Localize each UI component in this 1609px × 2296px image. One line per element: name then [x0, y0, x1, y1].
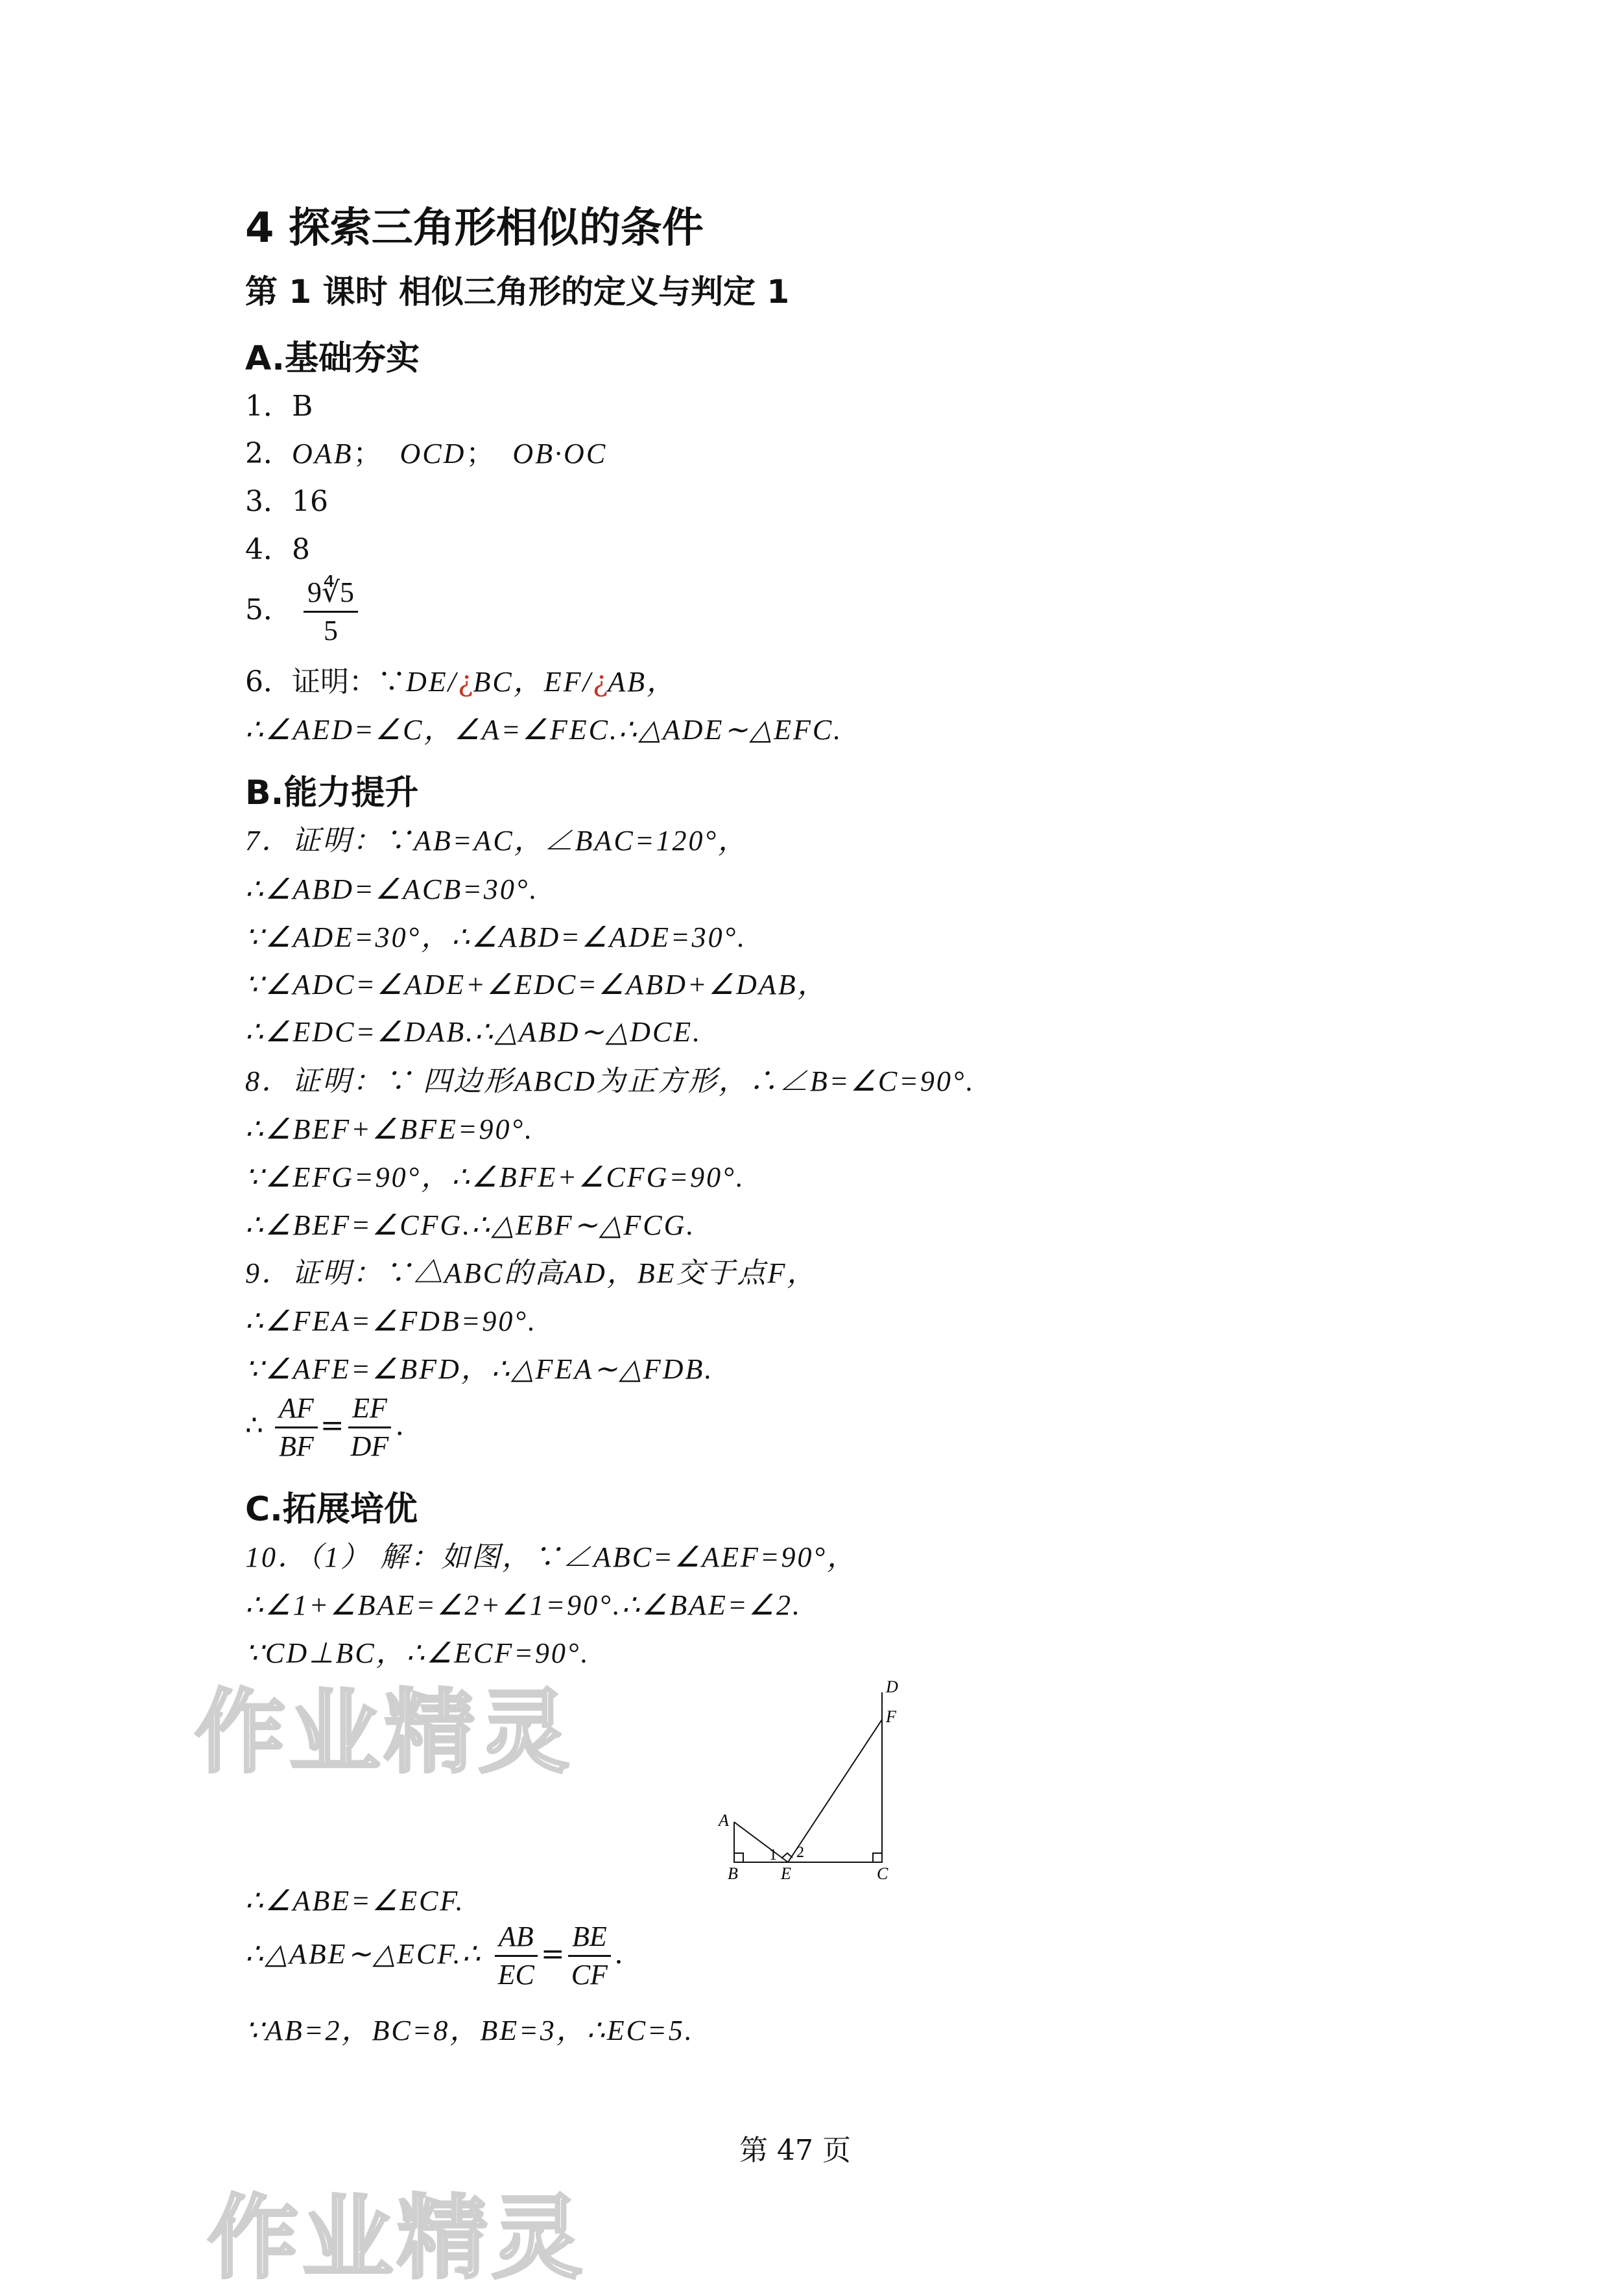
section-b-heading: B.能力提升 [245, 774, 419, 812]
answer-10-line-2: ∴∠1+∠BAE=∠2+∠1=90°.∴∠BAE=∠2. [245, 1589, 802, 1621]
fraction-ab-ec: $\frac{AB}{EC}$ [494, 1923, 538, 1989]
label-c: C [877, 1864, 888, 1883]
answer-10-line-5: ∴△ABE∼△ECF.∴ $\frac{AB}{EC}$ = $\frac{BE}{CF}$ . [245, 1921, 623, 1991]
answer-5: 5． $\frac{9∜5}{5}$ [245, 578, 361, 645]
answer-8-line-4: ∴∠BEF=∠CFG.∴△EBF∼△FCG. [245, 1209, 696, 1241]
answer-7-line-2: ∴∠ABD=∠ACB=30°. [245, 873, 539, 905]
watermark-middle: 作业精灵 [195, 1680, 574, 1786]
lesson-subtitle: 第 1 课时 相似三角形的定义与判定 1 [245, 273, 790, 311]
label-e: E [781, 1864, 791, 1883]
fraction-be-cf: $\frac{BE}{CF}$ [567, 1923, 612, 1989]
label-a: A [719, 1811, 729, 1830]
answer-8-line-3: ∵∠EFG=90°，∴∠BFE+∠CFG=90°. [245, 1161, 745, 1193]
fraction-af-bf: $\frac{AF}{BF}$ [275, 1394, 318, 1461]
answer-10-line-6: ∵AB=2，BC=8，BE=3，∴EC=5. [245, 2015, 694, 2046]
answer-2: 2．OAB； OCD； OB·OC [245, 437, 608, 470]
section-a-heading: A.基础夯实 [245, 339, 420, 378]
answer-6-line-2: ∴∠AED=∠C，∠A=∠FEC.∴△ADE∼△EFC. [245, 714, 843, 746]
answer-4: 4．8 [245, 533, 310, 566]
answer-7-line-3: ∵∠ADE=30°，∴∠ABD=∠ADE=30°. [245, 921, 747, 953]
page-number: 第 47 页 [739, 2134, 851, 2167]
geometry-figure [707, 1677, 898, 1883]
answer-6-line-1: 6．证明：∵DE/¿BC，EF/¿AB， [245, 665, 678, 698]
label-d: D [886, 1677, 898, 1696]
label-angle-1: 1 [769, 1847, 777, 1864]
answer-7-line-4: ∵∠ADC=∠ADE+∠EDC=∠ABD+∠DAB， [245, 969, 828, 1000]
label-angle-2: 2 [796, 1844, 804, 1861]
label-f: F [886, 1707, 896, 1726]
answer-7-line-5: ∴∠EDC=∠DAB.∴△ABD∼△DCE. [245, 1016, 702, 1048]
page-title: 4 探索三角形相似的条件 [245, 204, 704, 252]
answer-8-line-2: ∴∠BEF+∠BFE=90°. [245, 1113, 534, 1145]
answer-9-line-1: 9．证明：∵△ABC的高AD，BE交于点F， [245, 1257, 818, 1289]
label-b: B [728, 1864, 738, 1883]
answer-10-line-1: 10．（1） 解：如图，∵∠ABC=∠AEF=90°， [245, 1541, 858, 1573]
answer-9-line-2: ∴∠FEA=∠FDB=90°. [245, 1305, 538, 1337]
answer-9-line-4: ∴ $\frac{AF}{BF}$ = $\frac{EF}{DF}$ . [245, 1392, 405, 1462]
answer-3: 3．16 [245, 485, 328, 518]
answer-8-line-1: 8．证明：∵ 四边形ABCD为正方形，∴∠B=∠C=90°. [245, 1065, 975, 1097]
answer-7-line-1: 7．证明：∵AB=AC，∠BAC=120°， [245, 825, 749, 857]
answer-10-line-4: ∴∠ABE=∠ECF. [245, 1885, 465, 1917]
watermark-bottom: 作业精灵 [208, 2186, 587, 2291]
answer-1: 1．B [245, 390, 313, 423]
fraction-ef-df: $\frac{EF}{DF}$ [347, 1394, 393, 1461]
answer-9-line-3: ∵∠AFE=∠BFD，∴△FEA∼△FDB. [245, 1353, 714, 1385]
section-c-heading: C.拓展培优 [245, 1490, 418, 1529]
answer-5-fraction: $\frac{9∜5}{5}$ [304, 578, 358, 645]
answer-10-line-3: ∵CD⊥BC，∴∠ECF=90°. [245, 1637, 590, 1669]
